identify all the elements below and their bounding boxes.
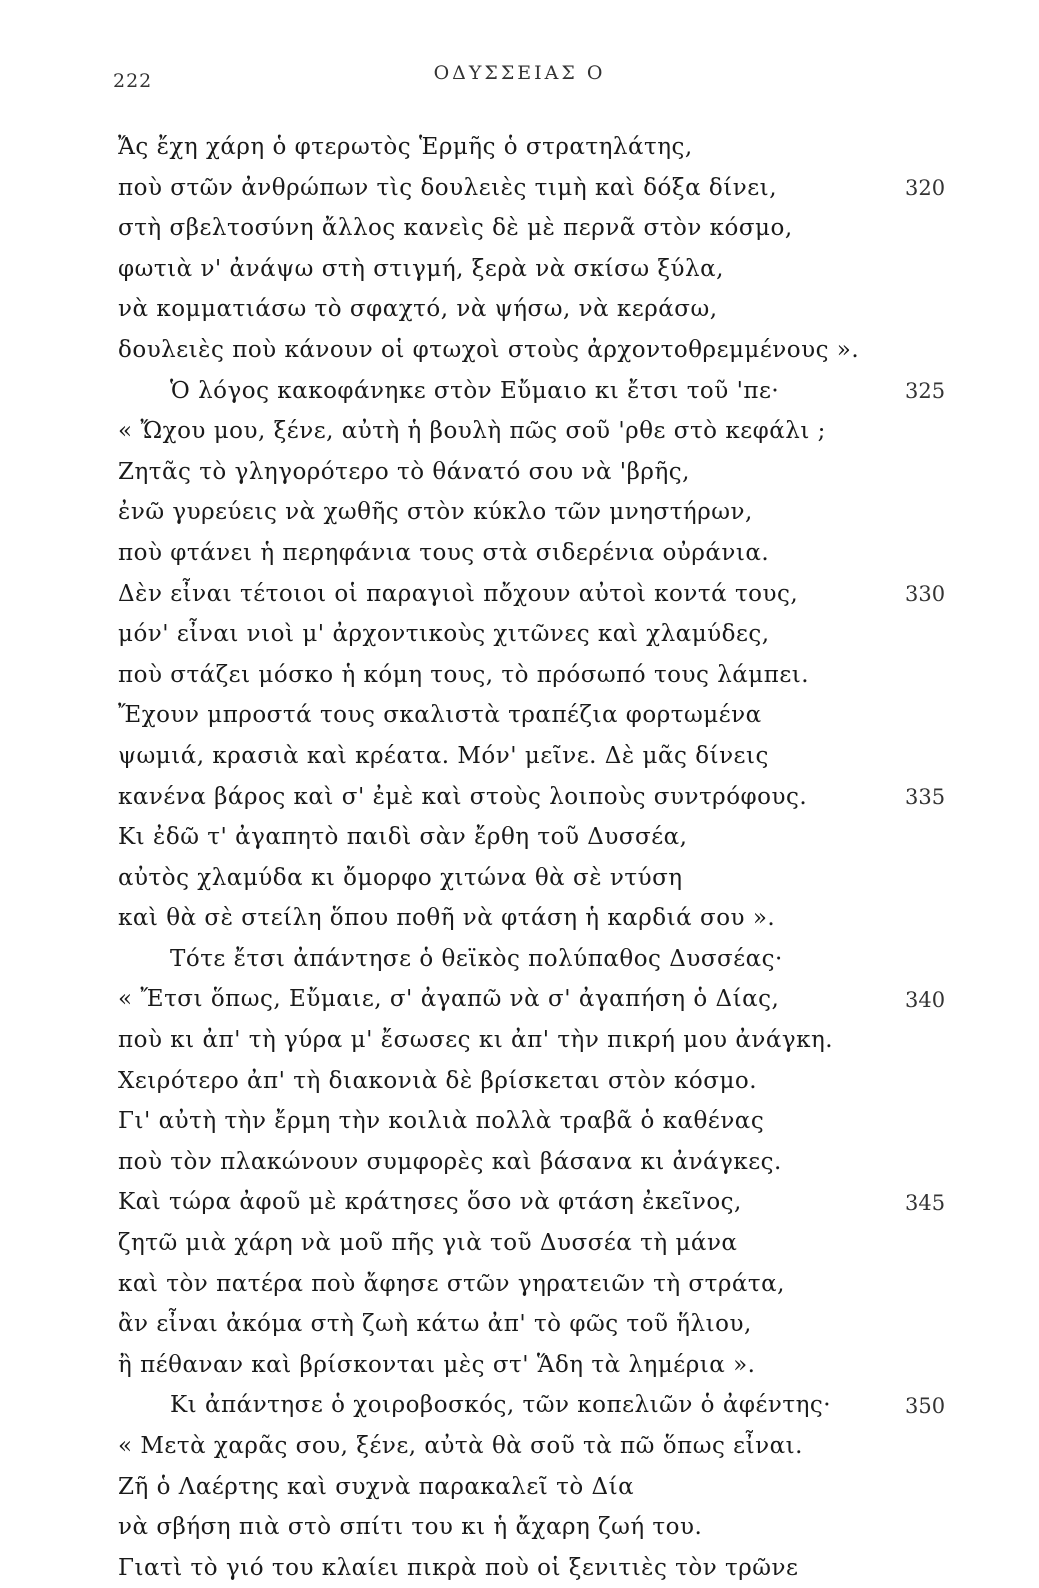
verse-line: Ζητᾶς τὸ γληγορότερο τὸ θάνατό σου νὰ 'βρῆς, bbox=[118, 458, 690, 485]
verse-line: μόν' εἶναι νιοὶ μ' ἀρχοντικοὺς χιτῶνες καὶ χλαμύδες, bbox=[118, 621, 770, 648]
verse-line: Κι ἐδῶ τ' ἀγαπητὸ παιδὶ σὰν ἔρθη τοῦ Δυσσέα, bbox=[118, 824, 688, 851]
verse-line: νὰ σβήση πιὰ στὸ σπίτι του κι ἡ ἄχαρη ζωή του. bbox=[118, 1514, 703, 1541]
verse-line: Χειρότερο ἀπ' τὴ διακονιὰ δὲ βρίσκεται στὸν κόσμο. bbox=[118, 1067, 758, 1094]
verse-line: Καὶ τώρα ἀφοῦ μὲ κράτησες ὅσο νὰ φτάση ἐκεῖνος, bbox=[118, 1189, 742, 1216]
verse-line: « Μετὰ χαρᾶς σου, ξένε, αὐτὰ θὰ σοῦ τὰ πῶ ὅπως εἶναι. bbox=[118, 1433, 803, 1459]
verse-line: Ἄς ἔχη χάρη ὁ φτερωτὸς Ἑρμῆς ὁ στρατηλάτης, bbox=[118, 134, 693, 160]
verse-line: Ζῆ ὁ Λαέρτης καὶ συχνὰ παρακαλεῖ τὸ Δία bbox=[118, 1473, 635, 1500]
verse-line: Ἔχουν μπροστά τους σκαλιστὰ τραπέζια φορτωμένα bbox=[118, 702, 762, 729]
verse-block bbox=[118, 127, 858, 1588]
line-number: 335 bbox=[905, 784, 946, 809]
verse-line: καὶ τὸν πατέρα ποὺ ἄφησε στῶν γηρατειῶν τὴ στράτα, bbox=[118, 1270, 785, 1297]
verse-line: ποὺ φτάνει ἡ περηφάνια τους στὰ σιδερένια οὐράνια. bbox=[118, 539, 770, 566]
verse-line: φωτιὰ ν' ἀνάψω στὴ στιγμή, ξερὰ νὰ σκίσω ξύλα, bbox=[118, 255, 724, 282]
verse-line: ἐνῶ γυρεύεις νὰ χωθῆς στὸν κύκλο τῶν μνηστήρων, bbox=[118, 499, 753, 526]
verse-line: « Ἔτσι ὅπως, Εὔμαιε, σ' ἀγαπῶ νὰ σ' ἀγαπήση ὁ Δίας, bbox=[118, 986, 780, 1013]
verse-line: Γι' αὐτὴ τὴν ἔρμη τὴν κοιλιὰ πολλὰ τραβᾶ ὁ καθένας bbox=[118, 1108, 765, 1135]
verse-line: ποὺ τὸν πλακώνουν συμφορὲς καὶ βάσανα κι ἀνάγκες. bbox=[118, 1148, 782, 1175]
verse-line: αὐτὸς χλαμύδα κι ὄμορφο χιτώνα θὰ σὲ ντύση bbox=[118, 864, 683, 891]
line-number: 350 bbox=[905, 1393, 946, 1418]
verse-line: Δὲν εἶναι τέτοιοι οἱ παραγιοὶ πὄχουν αὐτοὶ κοντά τους, bbox=[118, 580, 799, 607]
verse-line: Ὁ λόγος κακοφάνηκε στὸν Εὔμαιο κι ἔτσι τοῦ 'πε· bbox=[170, 377, 780, 404]
verse-line: κανένα βάρος καὶ σ' ἐμὲ καὶ στοὺς λοιποὺς συντρόφους. bbox=[118, 783, 808, 810]
verse-line: δουλειὲς ποὺ κάνουν οἱ φτωχοὶ στοὺς ἀρχοντοθρεμμένους ». bbox=[118, 336, 860, 363]
verse-line: στὴ σβελτοσύνη ἄλλος κανεὶς δὲ μὲ περνᾶ στὸν κόσμο, bbox=[118, 215, 793, 242]
verse-line: Τότε ἔτσι ἀπάντησε ὁ θεϊκὸς πολύπαθος Δυσσέας· bbox=[170, 945, 783, 972]
verse-line: ποὺ στῶν ἀνθρώπων τὶς δουλειὲς τιμὴ καὶ δόξα δίνει, bbox=[118, 174, 777, 201]
verse-line: ἢ πέθαναν καὶ βρίσκονται μὲς στ' Ἅδη τὰ λημέρια ». bbox=[118, 1351, 756, 1378]
line-number: 320 bbox=[905, 175, 946, 200]
verse-line: ἂν εἶναι ἀκόμα στὴ ζωὴ κάτω ἀπ' τὸ φῶς τοῦ ἥλιου, bbox=[118, 1311, 752, 1338]
page-number: 222 bbox=[113, 70, 153, 92]
verse-line: ποὺ κι ἀπ' τὴ γύρα μ' ἔσωσες κι ἀπ' τὴν πικρή μου ἀνάγκη. bbox=[118, 1027, 834, 1054]
line-number: 325 bbox=[905, 378, 946, 403]
verse-line: ζητῶ μιὰ χάρη νὰ μοῦ πῆς γιὰ τοῦ Δυσσέα τὴ μάνα bbox=[118, 1230, 738, 1257]
verse-line: « Ὤχου μου, ξένε, αὐτὴ ἡ βουλὴ πῶς σοῦ 'ρθε στὸ κεφάλι ; bbox=[118, 418, 826, 445]
line-number: 340 bbox=[905, 987, 946, 1012]
verse-line: Κι ἀπάντησε ὁ χοιροβοσκός, τῶν κοπελιῶν ὁ ἀφέντης· bbox=[170, 1392, 832, 1419]
verse-line: ποὺ στάζει μόσκο ἡ κόμη τους, τὸ πρόσωπό τους λάμπει. bbox=[118, 661, 810, 688]
verse-line: νὰ κομματιάσω τὸ σφαχτό, νὰ ψήσω, νὰ κεράσω, bbox=[118, 296, 718, 323]
verse-line: ψωμιά, κρασιὰ καὶ κρέατα. Μόν' μεῖνε. Δὲ μᾶς δίνεις bbox=[118, 742, 769, 769]
line-number: 330 bbox=[905, 581, 946, 606]
running-head: ΟΔΥΣΣΕΙΑΣ Ο bbox=[433, 62, 606, 84]
verse-line: Γιατὶ τὸ γιό του κλαίει πικρὰ ποὺ οἱ ξενιτιὲς τὸν τρῶνε bbox=[118, 1554, 799, 1581]
line-number: 345 bbox=[905, 1190, 946, 1215]
verse-line: καὶ θὰ σὲ στείλη ὅπου ποθῆ νὰ φτάση ἡ καρδιά σου ». bbox=[118, 905, 776, 932]
